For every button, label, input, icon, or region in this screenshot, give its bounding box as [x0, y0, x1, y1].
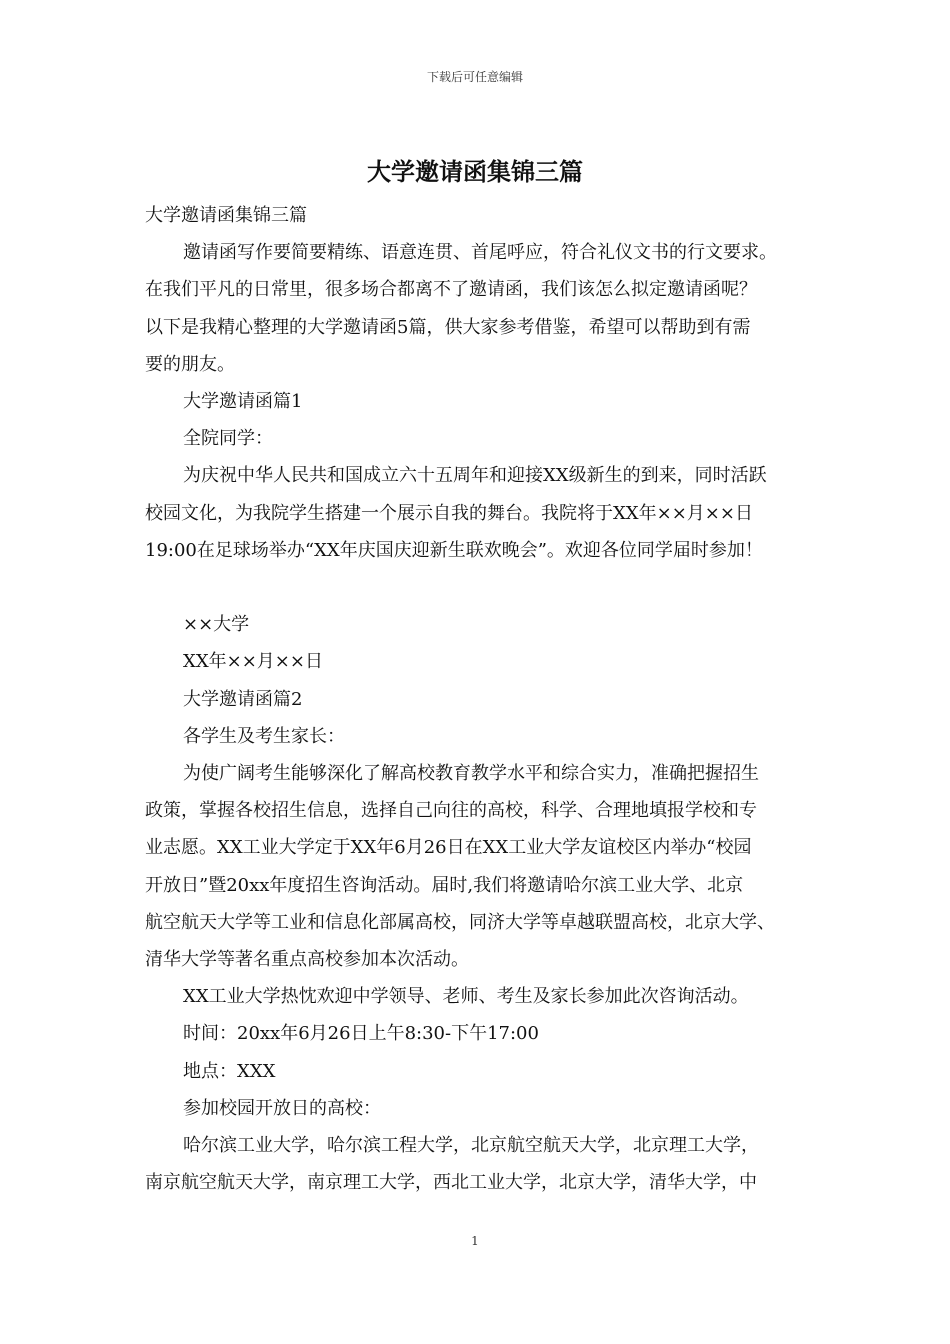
letter1-signature: ××大学: [183, 614, 250, 636]
intro-line: 在我们平凡的日常里，很多场合都离不了邀请函，我们该怎么拟定邀请函呢？: [145, 279, 757, 301]
letter1-body-line: 为庆祝中华人民共和国成立六十五周年和迎接XX级新生的到来，同时活跃: [183, 465, 767, 487]
letter2-time: 时间：20xx年6月26日上午8:30-下午17:00: [183, 1023, 539, 1045]
letter2-body-line: 业志愿。XX工业大学定于XX年6月26日在XX工业大学友谊校区内举办“校园: [145, 837, 752, 859]
document-body: [145, 197, 825, 1201]
letter2-place: 地点：XXX: [183, 1060, 276, 1082]
letter2-heading: 大学邀请函篇2: [183, 688, 303, 710]
letter2-schools-line: 南京航空航天大学，南京理工大学，西北工业大学，北京大学，清华大学，中: [145, 1172, 757, 1194]
letter2-welcome: XX工业大学热忱欢迎中学领导、老师、考生及家长参加此次咨询活动。: [183, 986, 749, 1008]
letter1-salutation: 全院同学：: [183, 428, 273, 450]
page-number: 1: [471, 1234, 479, 1248]
blank-line: [145, 569, 825, 606]
letter2-salutation: 各学生及考生家长：: [183, 725, 345, 747]
header-note: 下载后可任意编辑: [426, 70, 523, 84]
letter2-body-line: 开放日”暨20xx年度招生咨询活动。届时,我们将邀请哈尔滨工业大学、北京: [145, 874, 744, 896]
intro-line: 邀请函写作要简要精练、语意连贯、首尾呼应，符合礼仪文书的行文要求。: [183, 242, 777, 264]
letter2-body-line: 清华大学等著名重点高校参加本次活动。: [145, 949, 469, 971]
letter2-schools-heading: 参加校园开放日的高校：: [183, 1097, 381, 1119]
intro-line: 以下是我精心整理的大学邀请函5篇，供大家参考借鉴，希望可以帮助到有需: [145, 316, 751, 338]
intro-line: 要的朋友。: [145, 353, 235, 375]
subtitle: 大学邀请函集锦三篇: [145, 205, 307, 226]
letter1-body-line: 19:00在足球场举办“XX年庆国庆迎新生联欢晚会”。欢迎各位同学届时参加！: [145, 539, 763, 561]
document-title: 大学邀请函集锦三篇: [367, 157, 583, 186]
letter1-heading: 大学邀请函篇1: [183, 391, 303, 413]
letter2-schools-line: 哈尔滨工业大学，哈尔滨工程大学，北京航空航天大学，北京理工大学，: [183, 1135, 759, 1157]
letter2-body-line: 为使广阔考生能够深化了解高校教育教学水平和综合实力，准确把握招生: [183, 763, 759, 785]
letter1-date: XX年××月××日: [183, 651, 323, 673]
letter1-body-line: 校园文化，为我院学生搭建一个展示自我的舞台。我院将于XX年××月××日: [145, 502, 753, 524]
letter2-body-line: 政策，掌握各校招生信息，选择自己向往的高校，科学、合理地填报学校和专: [145, 800, 757, 822]
letter2-body-line: 航空航天大学等工业和信息化部属高校，同济大学等卓越联盟高校，北京大学、: [145, 911, 775, 933]
